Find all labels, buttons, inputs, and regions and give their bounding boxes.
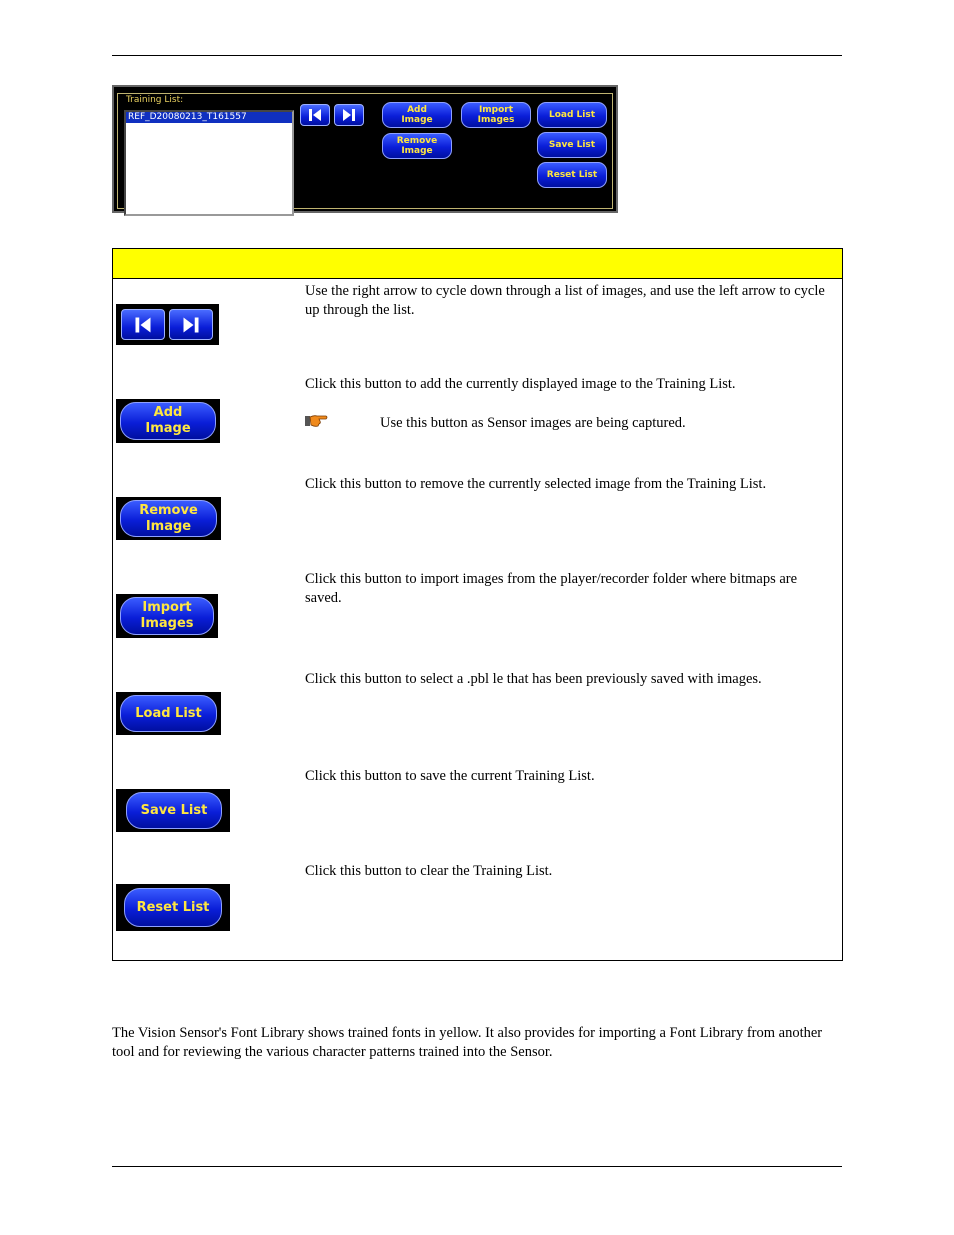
table-header [113, 249, 842, 279]
import-images-description: Click this button to import images from the player/recorder folder where bitmaps are saved. [305, 571, 798, 606]
reset-list-description: Click this button to clear the Training List. [305, 863, 553, 879]
training-list-legend: Training List: [126, 95, 184, 105]
list-item[interactable]: REF_D20080213_T161557 [126, 112, 292, 123]
remove-image-description: Click this button to remove the currently selected image from the Training List. [305, 476, 767, 492]
nav-buttons-image [116, 304, 219, 345]
last-image-button[interactable] [334, 104, 364, 126]
import-images-image [116, 594, 218, 638]
remove-image-button[interactable]: Remove Image [382, 133, 452, 159]
add-image-image [116, 399, 220, 443]
skip-last-icon [341, 108, 357, 122]
pointing-hand-icon [305, 413, 329, 429]
import-images-button[interactable]: Import Images [461, 102, 531, 128]
reset-list-button[interactable]: Reset List [537, 162, 607, 188]
bottom-rule [112, 1166, 842, 1167]
skip-first-icon [133, 316, 153, 334]
add-image-description: Click this button to add the currently displayed image to the Training List. [305, 376, 736, 392]
remove-image-button: Remove Image [120, 500, 217, 537]
load-list-image [116, 692, 221, 735]
save-list-image [116, 789, 230, 832]
top-rule [112, 55, 842, 56]
button-description-table [112, 248, 843, 961]
reset-list-image [116, 884, 230, 931]
remove-image-image [116, 497, 221, 540]
skip-first-icon [307, 108, 323, 122]
training-listbox[interactable] [124, 110, 294, 216]
import-images-button: Import Images [120, 597, 214, 635]
add-image-button: Add Image [120, 402, 216, 440]
first-image-button [121, 309, 165, 340]
load-list-button[interactable]: Load List [537, 102, 607, 128]
add-image-button[interactable]: Add Image [382, 102, 452, 128]
load-list-button: Load List [120, 695, 217, 732]
load-list-description: Click this button to select a .pbl le that has been previously saved with images. [305, 671, 762, 687]
last-image-button [169, 309, 213, 340]
reset-list-button: Reset List [124, 888, 222, 927]
first-image-button[interactable] [300, 104, 330, 126]
skip-last-icon [181, 316, 201, 334]
save-list-button: Save List [126, 792, 222, 829]
add-image-note: Use this button as Sensor images are being captured. [380, 415, 686, 431]
save-list-button[interactable]: Save List [537, 132, 607, 158]
font-library-paragraph: The Vision Sensor's Font Library shows trained fonts in yellow. It also provides for importing a Font Library from another tool and for reviewing the various character patterns trained into the Sensor. [112, 1025, 823, 1060]
training-list-panel [112, 85, 618, 213]
save-list-description: Click this button to save the current Training List. [305, 768, 595, 784]
nav-description: Use the right arrow to cycle down through a list of images, and use the left arrow to cycle up through the list. [305, 283, 825, 318]
